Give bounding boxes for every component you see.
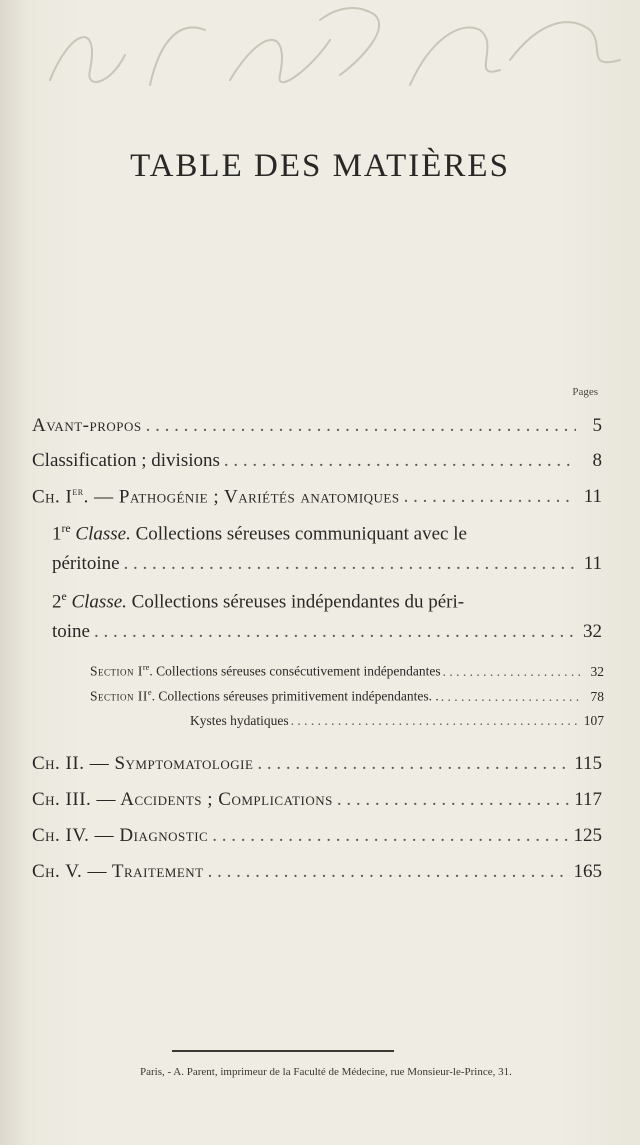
toc-entry-section-2[interactable] [90,688,604,705]
toc-entry-label: Ch. IV. — Diagnostic [32,825,209,846]
toc-entry-label: Ch. II. — Symptomatologie [32,753,254,774]
pages-column-header: Pages [572,386,598,398]
leader-dots [208,861,570,883]
toc-entry-page: 117 [574,789,602,810]
leader-dots [124,553,576,575]
leader-dots [443,664,580,680]
toc-entry-classe-2[interactable] [52,590,602,613]
toc-entry-classe-1-continuation[interactable] [52,553,602,575]
leader-dots [257,753,570,775]
toc-entry-classe-1[interactable] [52,522,602,545]
leader-dots [94,621,576,643]
toc-entry-page: 125 [573,825,602,846]
toc-entry-page: 32 [590,663,604,679]
toc-entry-continuation: toine [52,621,90,642]
leader-dots [404,486,576,508]
leader-dots [291,713,580,729]
leader-dots [441,689,580,705]
toc-entry-page: 11 [583,486,602,508]
toc-entry-label: Ch. III. — Accidents ; Complications [32,789,333,810]
toc-entry-page: 8 [592,450,602,471]
toc-entry-label: Kystes hydatiques [190,713,289,728]
toc-entry-page: 11 [583,553,602,574]
toc-entry-label: Classification ; divisions [32,450,220,471]
toc-entry-label: 2e Classe. Collections séreuses indépendantes du péri- [52,590,465,613]
toc-entry-page: 78 [590,688,604,704]
toc-entry-label: Avant-propos [32,415,142,436]
toc-entry-page: 115 [574,753,602,774]
leader-dots [337,789,570,811]
handwritten-signature-bleedthrough [30,0,630,110]
toc-entry-classification[interactable] [32,450,602,472]
toc-entry-classe-2-continuation[interactable] [52,621,602,643]
toc-entry-chapter-4[interactable] [32,825,602,847]
imprint-rule [172,1050,394,1052]
toc-entry-continuation: péritoine [52,553,120,574]
toc-entry-label: Ch. V. — Traitement [32,861,204,882]
printer-imprint: Paris, - A. Parent, imprimeur de la Faculté de Médecine, rue Monsieur-le-Prince, 31. [140,1066,512,1078]
page-title: TABLE DES MATIÈRES [130,148,510,184]
toc-entry-chapter-5[interactable] [32,861,602,883]
toc-entry-chapter-1[interactable] [32,485,602,508]
toc-entry-section-1[interactable] [90,663,604,680]
toc-entry-chapter-2[interactable] [32,753,602,775]
toc-entry-kystes[interactable] [190,713,604,729]
toc-entry-page: 165 [573,861,602,882]
leader-dots [146,415,576,437]
toc-entry-label: Section IIe. Collections séreuses primitivement indépendantes. . [90,688,439,704]
toc-entry-page: 32 [583,621,602,642]
toc-entry-label: Ch. Ier. — Pathogénie ; Variétés anatomiques [32,485,400,508]
toc-entry-page: 107 [583,713,604,728]
toc-entry-label: 1re Classe. Collections séreuses communiquant avec le [52,522,467,545]
leader-dots [224,450,576,472]
toc-entry-avant-propos[interactable] [32,415,602,437]
toc-entry-chapter-3[interactable] [32,789,602,811]
leader-dots [212,825,569,847]
toc-entry-page: 5 [592,415,602,436]
toc-entry-label: Section Ire. Collections séreuses consécutivement indépendantes [90,663,441,679]
